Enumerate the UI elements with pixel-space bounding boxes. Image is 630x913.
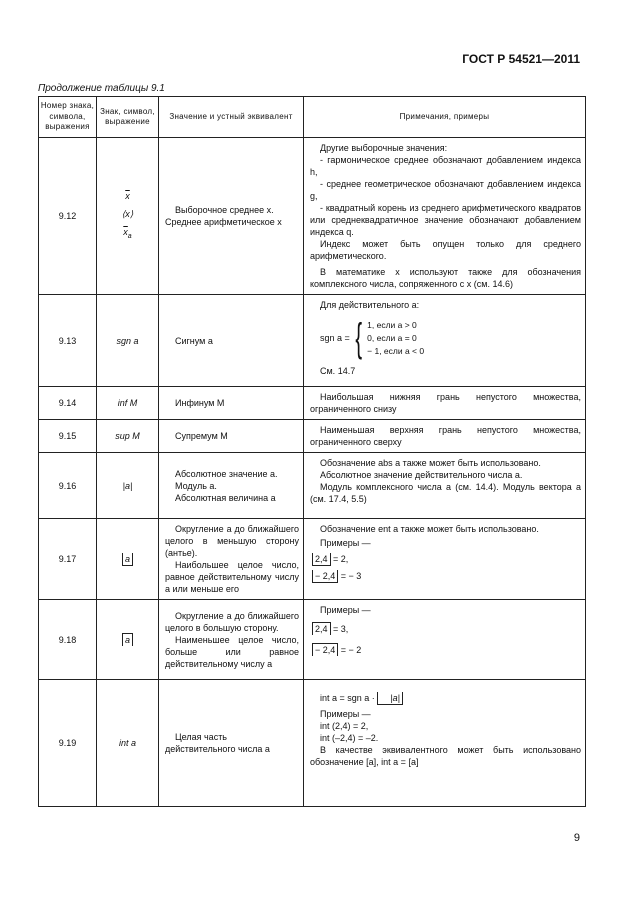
sgn-formula: sgn a = { 1, если a > 0 0, если a = 0 − 1, если a < 0 — [320, 316, 425, 360]
symbols-table — [38, 96, 586, 807]
col-header-number: Номер знака, символа, выражения — [39, 97, 97, 138]
row-meaning: Инфинум M — [159, 387, 304, 420]
standard-number: ГОСТ Р 54521—2011 — [462, 52, 580, 66]
row-number: 9.19 — [39, 680, 97, 807]
table-row — [39, 600, 586, 680]
table-row — [39, 420, 586, 453]
table-continuation-caption: Продолжение таблицы 9.1 — [38, 83, 165, 94]
row-notes: Наибольшая нижняя грань непустого множества, ограниченного снизу — [304, 387, 586, 420]
brace-glyph: { — [355, 316, 362, 360]
row-notes: Обозначение abs a также может быть использовано. Абсолютное значение действительного числа a. Модуль комплексного числа a (см. 14.4). Модуль вектора a (см. 17.4, 5.5) — [304, 453, 586, 519]
symbol-mean-indexed: $\overline{x}_a$ — [123, 226, 132, 240]
row-number: 9.16 — [39, 453, 97, 519]
row-notes: Наименьшая верхняя грань непустого множества, ограниченного сверху — [304, 420, 586, 453]
row-symbol: int a — [97, 680, 159, 807]
row-symbol: sgn a — [97, 295, 159, 387]
row-notes: int a = sgn a · |a| Примеры — int (2,4) = 2, int (–2,4) = –2. В качестве эквивалентного может быть использовано обозначение [a], int a = [a] — [304, 680, 586, 807]
row-meaning: Сигнум a — [159, 295, 304, 387]
row-meaning: Супремум M — [159, 420, 304, 453]
row-meaning: Выборочное среднее x. Среднее арифметическое x — [159, 138, 304, 295]
floor-bracket: a — [122, 553, 133, 566]
ceiling-example: − 2,4 = − 2 — [312, 643, 581, 656]
row-symbol: |a| — [97, 453, 159, 519]
row-number: 9.14 — [39, 387, 97, 420]
table-row — [39, 138, 586, 295]
floor-example: 2,4 = 2, — [312, 553, 581, 566]
table-row — [39, 453, 586, 519]
col-header-symbol: Знак, символ, выражение — [97, 97, 159, 138]
table-row — [39, 387, 586, 420]
col-header-notes: Примечания, примеры — [304, 97, 586, 138]
table-row — [39, 295, 586, 387]
row-notes: Другие выборочные значения: - гармоническое среднее обозначают добавлением индекса h, - среднее геометрическое обозначают добавлением индекса g, - квадратный корень из среднего арифметического квадратов или среднеквадратичное значение обозначают добавлением индекса q. Индекс может быть опущен только для среднего арифметического. В математике x используют также для обозначения комплексного числа, сопряженного с x (см. 14.6) — [304, 138, 586, 295]
row-number: 9.15 — [39, 420, 97, 453]
row-symbol — [97, 138, 159, 295]
col-header-meaning: Значение и устный эквивалент — [159, 97, 304, 138]
page-number: 9 — [573, 832, 580, 844]
table-header-row — [39, 97, 586, 138]
row-number: 9.13 — [39, 295, 97, 387]
row-meaning: Округление a до ближайшего целого в меньшую сторону (антье). Наибольшее целое число, равное действительному числу a или меньше его — [159, 519, 304, 600]
row-meaning: Целая часть действительного числа a — [159, 680, 304, 807]
int-formula: int a = sgn a · |a| — [310, 692, 581, 705]
row-symbol: inf M — [97, 387, 159, 420]
table-row — [39, 519, 586, 600]
floor-example: − 2,4 = − 3 — [312, 570, 581, 583]
row-number: 9.18 — [39, 600, 97, 680]
row-number: 9.12 — [39, 138, 97, 295]
symbol-mean-angle: ⟨x⟩ — [121, 208, 134, 219]
row-number: 9.17 — [39, 519, 97, 600]
row-notes: Для действительного a: sgn a = { 1, если a > 0 0, если a = 0 − 1, если a < 0 См. 14.7 — [304, 295, 586, 387]
row-meaning: Округление a до ближайшего целого в большую сторону. Наименьшее целое число, больше или равное действительному числу a — [159, 600, 304, 680]
table-row — [39, 680, 586, 807]
ceiling-bracket: a — [122, 633, 133, 646]
row-symbol — [97, 519, 159, 600]
row-notes: Примеры — 2,4 = 3, − 2,4 = − 2 — [304, 600, 586, 680]
row-symbol: sup M — [97, 420, 159, 453]
symbol-mean-overline: $\overline{x}$ — [125, 190, 130, 201]
row-symbol — [97, 600, 159, 680]
ceiling-example: 2,4 = 3, — [312, 622, 581, 635]
row-meaning: Абсолютное значение a. Модуль a. Абсолютная величина a — [159, 453, 304, 519]
row-notes: Обозначение ent a также может быть использовано. Примеры — 2,4 = 2, − 2,4 = − 3 — [304, 519, 586, 600]
